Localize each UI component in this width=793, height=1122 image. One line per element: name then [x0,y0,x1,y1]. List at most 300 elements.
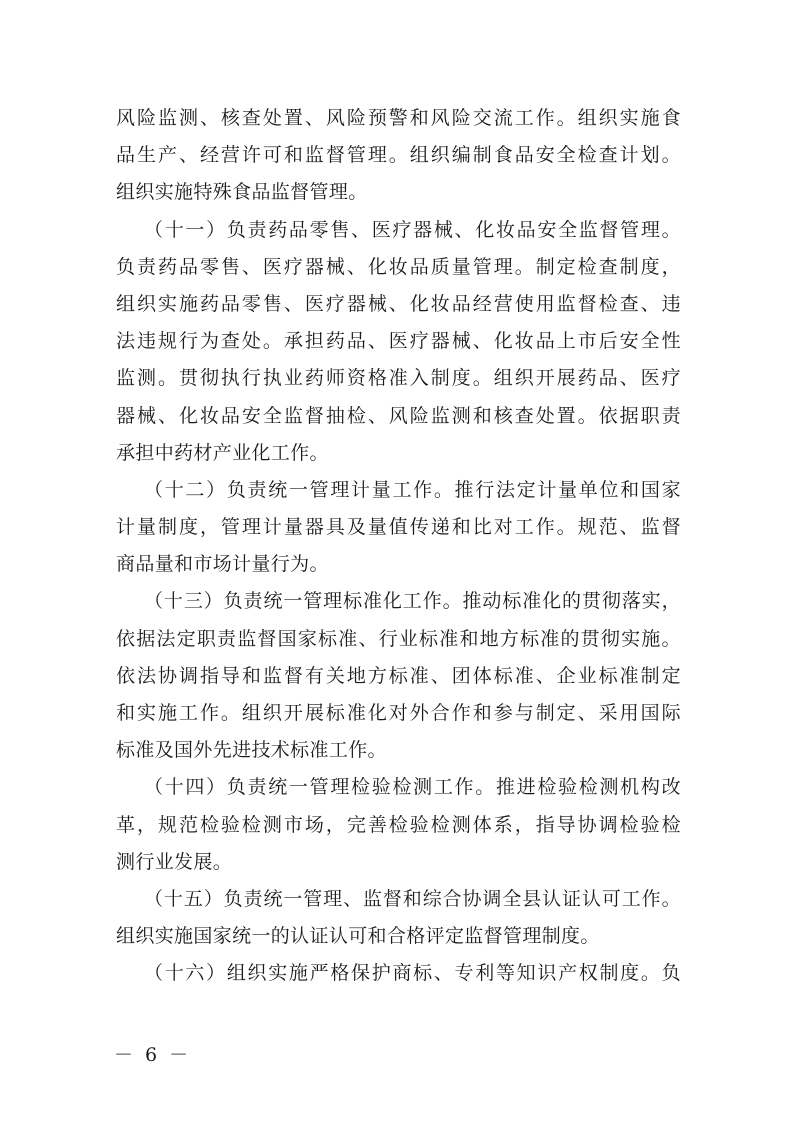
glyph: 化 [542,590,562,613]
glyph: 。 [157,367,178,390]
glyph: 制 [430,367,451,390]
glyph: 和 [472,702,493,724]
glyph: 场 [304,813,325,836]
glyph: ， [325,813,346,836]
glyph: ） [206,478,226,501]
glyph: 检 [577,255,598,278]
glyph: 行 [178,330,199,353]
glyph: 量 [371,478,392,501]
glyph: 、 [283,292,304,315]
glyph: 彻 [600,627,621,650]
glyph: 一 [283,887,303,910]
glyph: 监 [262,664,283,687]
glyph: 制 [535,255,556,278]
glyph: 检 [577,144,598,167]
glyph: 监 [157,107,178,129]
glyph: 合 [430,702,451,724]
glyph: 。 [388,144,409,167]
glyph: 品 [288,218,309,241]
glyph: 验 [640,813,660,836]
glyph: 妆 [514,330,535,353]
text-line [116,583,681,620]
glyph: 作 [454,776,474,799]
glyph: 和 [283,144,304,167]
page-number: － 6 － [114,1044,192,1066]
glyph: 负 [223,887,243,910]
glyph: ， [514,813,535,836]
glyph: 量 [367,516,388,539]
text-line [116,621,681,658]
glyph: 度 [451,367,472,390]
glyph: 安 [537,218,557,241]
text-line [116,881,681,918]
glyph: 生 [136,144,157,167]
glyph: 。 [472,367,493,390]
text-line: 组织实施国家统一的认证认可和合格评定监督管理制度。 [116,925,600,948]
document-body [116,100,681,993]
glyph: 和 [472,404,493,427]
glyph: 使 [514,292,535,315]
glyph: 风 [388,404,409,427]
glyph: 药 [268,218,288,241]
glyph: 开 [283,702,304,724]
glyph: 合 [442,887,462,910]
glyph: 定 [516,478,537,501]
glyph: 职 [196,627,217,650]
glyph: 疗 [409,330,430,353]
glyph: 督 [577,292,598,315]
glyph: 护 [371,962,392,985]
glyph: 团 [451,664,472,687]
glyph: 责 [136,255,157,278]
text-line [116,323,681,360]
glyph: 导 [220,664,241,687]
glyph: 施 [641,627,661,650]
glyph: 准 [522,590,542,613]
glyph: 药 [325,330,346,353]
glyph: 标 [318,627,338,650]
glyph: 、 [433,962,454,985]
glyph: 检 [578,776,599,799]
glyph: 二 [185,478,205,501]
glyph: 对 [388,702,409,724]
glyph: 计 [619,144,639,167]
glyph: 产 [558,962,578,985]
text-line [116,398,681,435]
glyph: 综 [422,887,443,910]
glyph: 递 [430,516,451,539]
glyph: 利 [475,962,495,985]
glyph: 调 [178,664,199,687]
glyph: 品 [116,144,136,167]
glyph: 制 [472,144,493,167]
glyph: 上 [556,330,577,353]
glyph: 、 [178,144,199,167]
glyph: 检 [388,813,409,836]
text-line [116,769,681,806]
glyph: ） [203,887,224,910]
glyph: 品 [451,292,472,315]
glyph: 检 [598,292,618,315]
text-line [116,360,681,397]
glyph: 组 [226,962,247,985]
glyph: 十 [164,218,185,241]
glyph: 化 [382,590,403,613]
glyph: 药 [199,292,220,315]
glyph: 营 [220,144,241,167]
glyph: 证 [562,887,582,910]
glyph: 管 [620,218,640,241]
glyph: 实 [157,292,178,315]
glyph: 准 [409,664,430,687]
glyph: 验 [558,776,578,799]
glyph: 统 [268,478,288,501]
glyph: 准 [439,627,459,650]
glyph: 家 [297,627,318,650]
glyph: 品 [598,367,618,390]
glyph: 、 [472,330,493,353]
glyph: 责 [243,590,263,613]
glyph: 药 [157,255,178,278]
glyph: 的 [560,627,580,650]
glyph: 械 [367,292,388,315]
glyph: 法 [116,330,136,353]
glyph: 测 [262,813,283,836]
glyph: 全 [502,887,522,910]
text-line: 测行业发展。 [116,850,233,873]
glyph: 、 [343,887,363,910]
glyph: 和 [116,702,136,724]
glyph: 划 [640,144,660,167]
glyph: 违 [136,330,157,353]
glyph: 、 [241,255,262,278]
glyph: 。 [433,478,454,501]
glyph: 督 [382,887,403,910]
glyph: 验 [409,813,430,836]
glyph: 协 [462,887,482,910]
text-line: 商品量和市场计量行为。 [116,553,329,576]
glyph: 管 [309,776,329,799]
glyph: 可 [601,887,622,910]
glyph: 工 [621,887,642,910]
glyph: 织 [598,107,618,129]
glyph: 管 [309,478,329,501]
glyph: 、 [367,330,388,353]
glyph: 检 [346,404,367,427]
glyph: 食 [661,107,681,129]
glyph: 度 [640,255,660,278]
glyph: 品 [516,218,537,241]
glyph: 工 [514,516,535,539]
glyph: 组 [241,702,262,724]
glyph: 疗 [661,367,681,390]
glyph: 采 [598,702,618,724]
glyph: 推 [454,478,474,501]
glyph: 零 [199,255,220,278]
glyph: 识 [537,962,557,985]
glyph: 织 [136,292,157,315]
glyph: 检 [619,813,639,836]
glyph: 化 [367,702,388,724]
glyph: 传 [409,516,430,539]
glyph: 、 [346,255,367,278]
glyph: 、 [388,292,409,315]
glyph: 际 [661,702,681,724]
glyph: 量 [451,255,472,278]
glyph: 负 [226,218,247,241]
glyph: （ [144,887,164,910]
glyph: 督 [304,404,325,427]
glyph: 查 [220,330,241,353]
glyph: ） [206,776,226,799]
glyph: 和 [459,627,479,650]
glyph: 品 [346,330,367,353]
glyph: 检 [537,776,557,799]
glyph: 施 [288,962,309,985]
glyph: 业 [577,664,598,687]
glyph: 依 [116,627,136,650]
glyph: 入 [409,367,430,390]
glyph: 售 [330,218,350,241]
glyph: 标 [325,702,346,724]
glyph: 警 [388,107,409,129]
glyph: 置 [556,404,577,427]
glyph: （ [144,776,164,799]
glyph: 风 [430,107,451,129]
glyph: 医 [262,255,283,278]
glyph: 构 [640,776,661,799]
glyph: 关 [325,664,346,687]
glyph: 作 [451,702,472,724]
glyph: 保 [351,962,371,985]
glyph: 器 [116,404,136,427]
glyph: 械 [433,218,454,241]
glyph: 据 [136,627,156,650]
glyph: 一 [283,590,303,613]
text-line [116,695,681,732]
glyph: 医 [388,330,409,353]
glyph: 测 [136,367,157,390]
glyph: 动 [482,590,502,613]
glyph: 监 [578,218,599,241]
glyph: 认 [542,887,562,910]
glyph: 准 [362,590,383,613]
glyph: 、 [358,627,378,650]
glyph: 依 [116,664,136,687]
glyph: 理 [367,144,388,167]
glyph: 格 [330,962,350,985]
glyph: 负 [226,478,247,501]
glyph: 。 [262,330,283,353]
glyph: 器 [413,218,433,241]
glyph: 标 [502,590,522,613]
glyph: 范 [178,813,199,836]
glyph: 贯 [178,367,199,390]
glyph: 、 [619,516,639,539]
glyph: 准 [338,627,358,650]
glyph: 五 [183,887,204,910]
glyph: 督 [283,664,304,687]
glyph: 业 [398,627,419,650]
glyph: 协 [577,813,598,836]
glyph: 负 [116,255,136,278]
glyph: 十 [163,887,184,910]
glyph: 负 [661,962,681,985]
glyph: 编 [451,144,472,167]
glyph: 机 [620,776,640,799]
glyph: 疗 [283,255,304,278]
glyph: 计 [262,516,283,539]
glyph: 法 [156,627,176,650]
glyph: 准 [540,627,560,650]
glyph: 量 [136,516,157,539]
glyph: 制 [619,255,639,278]
glyph: 违 [661,292,681,315]
text-line [116,249,681,286]
glyph: 地 [479,627,500,650]
glyph: 组 [493,367,514,390]
glyph: 贯 [580,627,601,650]
glyph: 作 [535,107,556,129]
glyph: 、 [199,107,220,129]
glyph: 比 [472,516,493,539]
glyph: 营 [493,292,514,315]
text-line [116,658,681,695]
glyph: 一 [185,218,205,241]
glyph: 织 [514,367,535,390]
glyph: 统 [263,887,283,910]
glyph: 用 [535,292,556,315]
glyph: 织 [262,702,283,724]
glyph: 标 [343,590,363,613]
glyph: 核 [493,404,514,427]
glyph: 产 [157,144,178,167]
glyph: 验 [371,776,392,799]
glyph: 核 [220,107,241,129]
glyph: 管 [472,255,493,278]
glyph: 织 [247,962,267,985]
glyph: 定 [176,627,196,650]
glyph: ， [661,255,681,278]
glyph: 位 [599,478,619,501]
glyph: 负 [223,590,243,613]
glyph: 处 [535,404,556,427]
glyph: 市 [577,330,598,353]
glyph: 作 [422,590,443,613]
glyph: 推 [462,590,482,613]
glyph: 方 [499,627,520,650]
glyph: 规 [157,330,178,353]
text-line: 标准及国外先进技术标准工作。 [116,739,387,762]
glyph: 处 [241,330,262,353]
glyph: 实 [621,627,641,650]
glyph: 监 [283,404,304,427]
glyph: 制 [535,702,556,724]
glyph: ） [206,218,226,241]
glyph: 、 [430,664,451,687]
glyph: 地 [346,664,367,687]
glyph: 标 [419,627,439,650]
glyph: 企 [556,664,577,687]
text-line [116,509,681,546]
glyph: ， [136,813,157,836]
glyph: 风 [116,107,136,129]
glyph: 药 [304,367,325,390]
glyph: ） [206,962,226,985]
glyph: 作 [413,478,433,501]
glyph: 检 [430,813,451,836]
glyph: 化 [409,292,430,315]
glyph: 险 [409,404,430,427]
glyph: 品 [409,255,430,278]
glyph: 检 [661,813,681,836]
glyph: 革 [116,813,136,836]
glyph: 作 [199,702,220,724]
glyph: 器 [304,255,325,278]
glyph: 化 [475,218,495,241]
glyph: ） [203,590,224,613]
glyph: 责 [247,478,267,501]
glyph: 参 [493,702,514,724]
glyph: 监 [362,887,383,910]
glyph: ， [661,590,681,613]
glyph: 承 [283,330,304,353]
glyph: 六 [185,962,205,985]
glyph: 单 [578,478,599,501]
glyph: 用 [619,702,639,724]
glyph: 范 [598,516,618,539]
glyph: 经 [199,144,220,167]
glyph: 执 [220,367,241,390]
glyph: 责 [661,404,681,427]
glyph: 实 [136,702,157,724]
glyph: 查 [619,292,639,315]
text-line [116,137,681,174]
glyph: 品 [220,404,241,427]
glyph: 体 [472,664,493,687]
glyph: 彻 [199,367,220,390]
glyph: 业 [283,367,304,390]
glyph: 督 [257,627,277,650]
glyph: 国 [640,702,660,724]
glyph: 理 [493,255,514,278]
glyph: 实 [268,962,288,985]
glyph: 安 [535,144,556,167]
glyph: 量 [283,516,304,539]
glyph: 流 [493,107,514,129]
glyph: 具 [325,516,346,539]
glyph: 度 [620,962,640,985]
glyph: 标 [598,664,618,687]
glyph: 组 [116,292,136,315]
glyph: 监 [237,627,257,650]
glyph: 性 [661,330,681,353]
glyph: 责 [247,218,267,241]
glyph: 和 [451,516,472,539]
glyph: 品 [535,330,556,353]
glyph: 指 [199,664,220,687]
glyph: （ [144,218,164,241]
glyph: 执 [262,367,283,390]
glyph: 家 [661,478,681,501]
glyph: 。 [514,255,535,278]
glyph: 医 [304,292,325,315]
glyph: 检 [351,776,371,799]
text-line: 承担中药材产业化工作。 [116,441,329,464]
glyph: 标 [493,664,514,687]
glyph: 零 [309,218,329,241]
glyph: 、 [640,292,660,315]
